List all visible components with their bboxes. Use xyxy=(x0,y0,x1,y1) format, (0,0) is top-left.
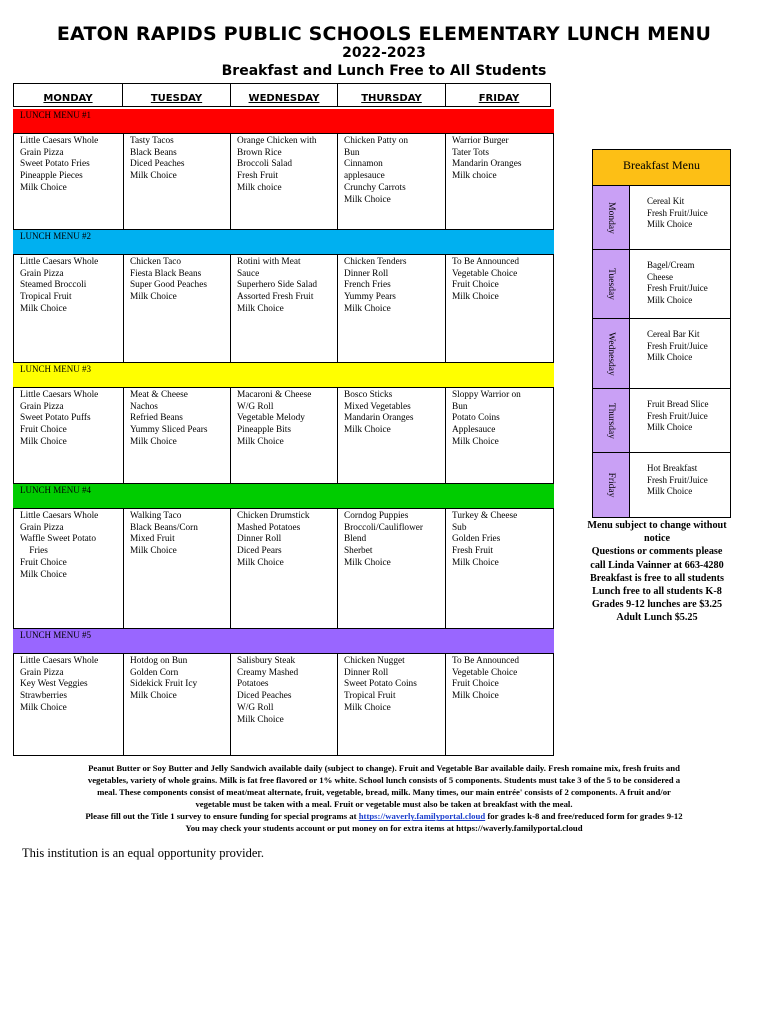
survey-line xyxy=(18,810,750,822)
menu-cell-thursday xyxy=(338,509,446,628)
menu-item: To Be Announced xyxy=(452,257,519,267)
menu-cell-tuesday xyxy=(124,509,231,628)
menu-item: Cinnamon xyxy=(344,159,383,170)
menu-item: Little Caesars Whole xyxy=(20,136,99,146)
day-header-tuesday xyxy=(123,84,231,106)
menu-item: Strawberries xyxy=(20,691,67,702)
menu-item: Turkey & Cheese xyxy=(452,511,518,521)
breakfast-day-cell xyxy=(593,319,630,388)
menu-item: Yummy Pears xyxy=(344,292,396,303)
day-header-wednesday xyxy=(231,84,338,106)
menu-item: Milk Choice xyxy=(344,194,391,205)
breakfast-item: Milk Choice xyxy=(647,352,693,362)
menu-cell-friday xyxy=(446,255,555,362)
menu-item: Walking Taco xyxy=(130,511,182,521)
menu-item: Tasty Tacos xyxy=(130,136,174,146)
menu-item: Milk Choice xyxy=(130,292,177,303)
menu-cell-friday xyxy=(446,509,555,628)
menu-item: Hotdog on Bun xyxy=(130,656,188,666)
breakfast-menu-title: Breakfast Menu xyxy=(593,150,730,186)
menu-cell-wednesday xyxy=(231,388,338,483)
menu-item: Golden Fries xyxy=(452,534,501,545)
day-header-label: TUESDAY xyxy=(150,93,203,104)
equal-opportunity-statement: This institution is an equal opportunity provider. xyxy=(22,846,264,860)
menu-item: Fiesta Black Beans xyxy=(130,268,202,279)
survey-suffix: for grades k-8 and free/reduced form for grades 9-12 xyxy=(485,811,683,822)
breakfast-item: Fruit Bread Slice xyxy=(647,399,709,409)
lunch-menu-band-5: LUNCH MENU #5 xyxy=(13,629,554,653)
menu-cell-tuesday xyxy=(124,388,231,483)
day-header-label: THURSDAY xyxy=(361,93,422,104)
menu-item: Grain Pizza xyxy=(20,401,64,412)
menu-item: Fruit Choice xyxy=(20,557,67,568)
day-header-monday xyxy=(14,84,123,106)
menu-item: applesauce xyxy=(344,171,385,182)
lunch-menu-row-3 xyxy=(13,387,554,484)
menu-item: Fruit Choice xyxy=(20,425,67,436)
menu-item: Chicken Taco xyxy=(130,257,182,267)
menu-cell-monday xyxy=(14,255,124,362)
menu-item: Bosco Sticks xyxy=(344,390,393,400)
breakfast-row-wednesday xyxy=(593,319,730,389)
menu-item: Pineapple Pieces xyxy=(20,171,83,182)
menu-item: Little Caesars Whole xyxy=(20,656,99,666)
menu-item: Meat & Cheese xyxy=(130,390,188,400)
survey-link[interactable]: https://waverly.familyportal.cloud xyxy=(358,811,486,822)
menu-cell-monday xyxy=(14,509,124,628)
menu-cell-wednesday xyxy=(231,255,338,362)
lunch-menu-band-4: LUNCH MENU #4 xyxy=(13,484,554,508)
menu-item: Sherbet xyxy=(344,546,373,557)
lunch-menu-band-1: LUNCH MENU #1 xyxy=(13,109,554,133)
menu-item: French Fries xyxy=(344,280,391,291)
menu-item: Sauce xyxy=(237,268,260,279)
menu-item: Blend xyxy=(344,534,367,545)
breakfast-item: Cereal Bar Kit xyxy=(647,329,700,339)
menu-item: Grain Pizza xyxy=(20,667,64,678)
breakfast-item: Fresh Fruit/Juice xyxy=(647,474,708,485)
menu-item: Waffle Sweet Potato xyxy=(20,534,97,545)
day-header-label: MONDAY xyxy=(43,93,93,104)
menu-item: Fresh Fruit xyxy=(237,171,279,182)
menu-item: Crunchy Carrots xyxy=(344,182,406,193)
menu-item: Steamed Broccoli xyxy=(20,280,87,291)
menu-item: Diced Peaches xyxy=(237,691,292,702)
menu-item: Milk Choice xyxy=(130,546,177,557)
breakfast-items xyxy=(630,186,708,249)
day-header-row xyxy=(13,83,551,107)
menu-item: Key West Veggies xyxy=(20,679,88,690)
breakfast-row-monday xyxy=(593,186,730,250)
menu-item: Salisbury Steak xyxy=(237,656,296,666)
breakfast-item: Cereal Kit xyxy=(647,196,685,206)
menu-cell-wednesday xyxy=(231,134,338,229)
menu-item: Broccoli Salad xyxy=(237,159,292,170)
breakfast-item: Cheese xyxy=(647,271,673,282)
breakfast-menu xyxy=(592,149,731,518)
breakfast-items xyxy=(630,389,709,452)
breakfast-items xyxy=(630,453,708,517)
breakfast-item: Fresh Fruit/Juice xyxy=(647,283,708,293)
menu-item: Bun xyxy=(452,401,468,412)
breakfast-items xyxy=(630,319,708,388)
menu-item: Milk Choice xyxy=(20,303,67,314)
lunch-menu-row-2 xyxy=(13,254,554,363)
menu-item: Little Caesars Whole xyxy=(20,511,99,521)
menu-item: Milk choice xyxy=(237,182,282,193)
breakfast-row-friday xyxy=(593,453,730,517)
breakfast-day-label: Tuesday xyxy=(606,268,616,300)
menu-item: Milk Choice xyxy=(20,182,67,193)
menu-item: Tater Tots xyxy=(452,147,489,158)
menu-item: Diced Peaches xyxy=(130,159,185,170)
breakfast-item: Milk Choice xyxy=(647,422,693,432)
day-header-label: WEDNESDAY xyxy=(248,93,320,104)
menu-item: Refried Beans xyxy=(130,413,183,424)
menu-cell-thursday xyxy=(338,654,446,755)
menu-item: Grain Pizza xyxy=(20,522,64,533)
menu-item: Milk Choice xyxy=(237,303,284,314)
footer-line: vegetables, variety of whole grains. Milk is fat free flavored or 1% white. School lunch consists of 5 components. Students must take 3 of the 5 to be considered a xyxy=(87,775,681,786)
menu-cell-wednesday xyxy=(231,509,338,628)
menu-item: Applesauce xyxy=(452,425,496,436)
note-line: Menu subject to change without xyxy=(587,520,727,531)
menu-item: Milk Choice xyxy=(452,557,499,568)
note-line: Questions or comments please xyxy=(591,546,723,558)
menu-item: Milk Choice xyxy=(452,691,499,702)
menu-item: Creamy Mashed xyxy=(237,667,299,678)
menu-item: Milk Choice xyxy=(130,171,177,182)
menu-cell-monday xyxy=(14,134,124,229)
lunch-menu-row-1 xyxy=(13,133,554,230)
menu-item: Milk Choice xyxy=(130,691,177,702)
breakfast-item: Milk Choice xyxy=(647,486,693,496)
menu-item: Grain Pizza xyxy=(20,268,64,279)
menu-item: Milk Choice xyxy=(237,436,284,447)
lunch-menu-band-3: LUNCH MENU #3 xyxy=(13,363,554,387)
menu-item: Chicken Tenders xyxy=(344,257,407,267)
menu-item: Warrior Burger xyxy=(452,136,509,146)
menu-cell-monday xyxy=(14,654,124,755)
menu-item: Sweet Potato Puffs xyxy=(20,413,91,424)
note-line: Breakfast is free to all students xyxy=(589,572,725,584)
menu-item: Grain Pizza xyxy=(20,147,64,158)
breakfast-item: Bagel/Cream xyxy=(647,260,695,270)
menu-item: Black Beans xyxy=(130,147,177,158)
menu-item: Sweet Potato Fries xyxy=(20,159,90,170)
breakfast-day-label: Friday xyxy=(606,472,616,498)
menu-item: Little Caesars Whole xyxy=(20,390,99,400)
menu-item: Milk Choice xyxy=(20,569,67,580)
menu-item: Chicken Patty on xyxy=(344,136,409,146)
menu-item: Tropical Fruit xyxy=(20,292,72,303)
lunch-menu-row-4 xyxy=(13,508,554,629)
menu-item: Milk Choice xyxy=(20,702,67,713)
breakfast-day-label: Monday xyxy=(606,201,616,234)
menu-item: Fresh Fruit xyxy=(452,546,494,557)
menu-item: Chicken Nugget xyxy=(344,656,405,666)
menu-cell-thursday xyxy=(338,388,446,483)
menu-cell-friday xyxy=(446,134,555,229)
day-header-label: FRIDAY xyxy=(478,93,520,104)
menu-item: W/G Roll xyxy=(237,401,274,412)
breakfast-day-cell xyxy=(593,250,630,318)
menu-cell-friday xyxy=(446,388,555,483)
account-line: You may check your students account or put money on for extra items at https://waverly.familyportal.cloud xyxy=(185,823,583,834)
menu-item: Sidekick Fruit Icy xyxy=(130,679,198,690)
menu-item: Bun xyxy=(344,147,360,158)
lunch-menu-row-5 xyxy=(13,653,554,756)
menu-item: Super Good Peaches xyxy=(130,280,207,291)
menu-item: Nachos xyxy=(130,401,158,412)
breakfast-day-label: Wednesday xyxy=(606,331,616,376)
menu-item: Milk choice xyxy=(452,171,497,182)
menu-item: Pineapple Bits xyxy=(237,425,291,436)
menu-item: Dinner Roll xyxy=(344,268,389,279)
menu-item: Potato Coins xyxy=(452,413,500,424)
menu-item: Sloppy Warrior on xyxy=(452,390,521,400)
breakfast-day-cell xyxy=(593,186,630,249)
page-subtitle: Breakfast and Lunch Free to All Students xyxy=(221,63,547,79)
menu-item: Yummy Sliced Pears xyxy=(130,425,208,436)
menu-item: Mixed Fruit xyxy=(130,534,175,545)
menu-cell-tuesday xyxy=(124,654,231,755)
menu-cell-thursday xyxy=(338,255,446,362)
menu-item: Corndog Puppies xyxy=(344,511,409,521)
footer-info xyxy=(18,762,750,835)
breakfast-day-label: Thursday xyxy=(606,402,616,439)
breakfast-item: Fresh Fruit/Juice xyxy=(647,410,708,421)
menu-item: Fruit Choice xyxy=(452,280,499,291)
menu-item: Orange Chicken with xyxy=(237,136,317,146)
menu-item: Diced Pears xyxy=(237,546,282,557)
breakfast-item: Hot Breakfast xyxy=(647,463,698,473)
menu-cell-friday xyxy=(446,654,555,755)
menu-item: Mandarin Oranges xyxy=(452,159,522,170)
menu-cell-thursday xyxy=(338,134,446,229)
menu-item: Milk Choice xyxy=(344,425,391,436)
menu-item: Superhero Side Salad xyxy=(237,280,318,291)
menu-cell-monday xyxy=(14,388,124,483)
menu-item: Rotini with Meat xyxy=(237,257,301,267)
menu-item: Milk Choice xyxy=(20,436,67,447)
menu-item: Milk Choice xyxy=(452,436,499,447)
footer-line: vegetable must be taken with a meal. Fruit or vegetable must also be taken at breakfast with the meal. xyxy=(195,799,573,810)
survey-prefix: Please fill out the Title 1 survey to ensure funding for special programs at xyxy=(85,811,359,822)
menu-item: Milk Choice xyxy=(452,292,499,303)
menu-item: Little Caesars Whole xyxy=(20,257,99,267)
breakfast-row-thursday xyxy=(593,389,730,453)
breakfast-day-cell xyxy=(593,389,630,452)
menu-item: Mixed Vegetables xyxy=(344,401,411,412)
breakfast-item: Milk Choice xyxy=(647,219,693,229)
menu-cell-tuesday xyxy=(124,255,231,362)
menu-notes xyxy=(562,519,752,625)
menu-item: Tropical Fruit xyxy=(344,691,396,702)
note-line: Adult Lunch $5.25 xyxy=(616,612,698,624)
menu-item: Milk Choice xyxy=(237,714,284,725)
footer-line: Peanut Butter or Soy Butter and Jelly Sandwich available daily (subject to change). Fruit and Vegetable Bar available daily. Fresh romaine mix, fresh fruits and xyxy=(88,763,680,773)
menu-item: Mashed Potatoes xyxy=(237,522,301,533)
menu-item: W/G Roll xyxy=(237,702,274,713)
menu-item: Golden Corn xyxy=(130,667,179,678)
menu-item: Fruit Choice xyxy=(452,679,499,690)
menu-item: Black Beans/Corn xyxy=(130,522,198,533)
menu-item: Dinner Roll xyxy=(237,534,282,545)
day-header-thursday xyxy=(338,84,446,106)
breakfast-item: Fresh Fruit/Juice xyxy=(647,207,708,218)
menu-item: Sub xyxy=(452,522,467,533)
menu-item: Macaroni & Cheese xyxy=(237,390,312,400)
page-title: EATON RAPIDS PUBLIC SCHOOLS ELEMENTARY LUNCH MENU xyxy=(56,23,712,45)
menu-item: Fries xyxy=(20,546,48,557)
menu-item: Brown Rice xyxy=(237,147,282,158)
menu-item: Milk Choice xyxy=(344,702,391,713)
menu-item: Potatoes xyxy=(237,679,269,690)
menu-item: Milk Choice xyxy=(344,557,391,568)
menu-item: Vegetable Melody xyxy=(237,413,305,424)
menu-cell-wednesday xyxy=(231,654,338,755)
breakfast-item: Fresh Fruit/Juice xyxy=(647,340,708,351)
day-header-friday xyxy=(446,84,552,106)
menu-item: Broccoli/Cauliflower xyxy=(344,522,424,533)
breakfast-item: Milk Choice xyxy=(647,294,693,305)
note-line: notice xyxy=(643,533,671,545)
menu-item: Milk Choice xyxy=(237,557,284,568)
menu-item: Assorted Fresh Fruit xyxy=(237,292,314,303)
menu-item: Milk Choice xyxy=(344,303,391,314)
lunch-menu-band-2: LUNCH MENU #2 xyxy=(13,230,554,254)
menu-item: Dinner Roll xyxy=(344,667,389,678)
menu-item: To Be Announced xyxy=(452,656,519,666)
note-line: Lunch free to all students K-8 xyxy=(592,586,722,598)
menu-item: Mandarin Oranges xyxy=(344,413,414,424)
menu-item: Vegetable Choice xyxy=(452,268,518,279)
school-year: 2022-2023 xyxy=(342,45,426,61)
menu-item: Milk Choice xyxy=(130,436,177,447)
menu-item: Vegetable Choice xyxy=(452,667,518,678)
breakfast-items xyxy=(630,250,708,318)
note-line: call Linda Vainner at 663-4280 xyxy=(590,559,724,571)
breakfast-row-tuesday xyxy=(593,250,730,319)
menu-cell-tuesday xyxy=(124,134,231,229)
menu-item: Sweet Potato Coins xyxy=(344,679,417,690)
menu-item: Chicken Drumstick xyxy=(237,511,310,521)
footer-line: meal. These components consist of meat/meat alternate, fruit, vegetable, bread, milk. Many times, our main entrée' consists of 2 components. A fruit and/or xyxy=(97,787,671,798)
breakfast-day-cell xyxy=(593,453,630,517)
note-line: Grades 9-12 lunches are $3.25 xyxy=(591,599,723,611)
